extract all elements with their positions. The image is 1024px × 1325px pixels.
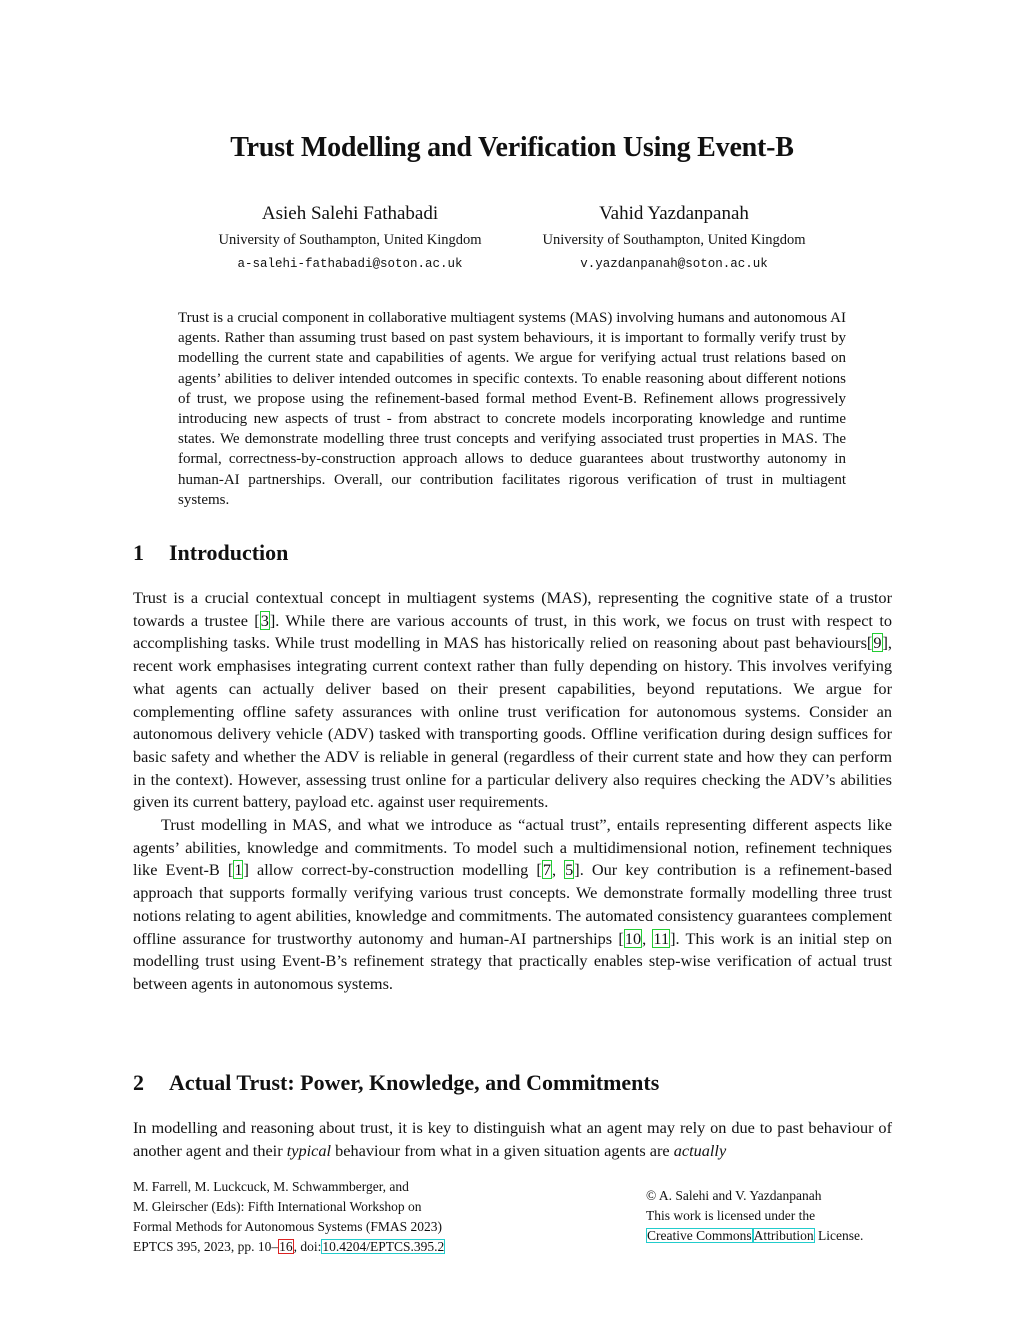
section-1-heading (133, 540, 288, 566)
author-email: a-salehi-fathabadi@soton.ac.uk (237, 257, 463, 271)
section-2-heading (133, 1070, 659, 1096)
license-info (646, 1186, 906, 1246)
text-run: ]. While there are various accounts of trust, in this work, we focus on trust with respect to accomplishing tasks. While trust modelling in MAS has historically relied on reasoning about past behaviours[ (133, 610, 892, 653)
section-2-body (133, 1117, 892, 1162)
text-run: , doi: (293, 1239, 322, 1254)
text-run: , (551, 860, 565, 880)
text-run: behaviour from what in a given situation agents are (331, 1140, 674, 1160)
author-email: v.yazdanpanah@soton.ac.uk (580, 257, 768, 271)
citation-link[interactable]: 9 (873, 633, 882, 653)
footer-line: Formal Methods for Autonomous Systems (FMAS 2023) (133, 1219, 443, 1234)
paragraph (133, 814, 892, 996)
text-run: , (642, 928, 653, 948)
attribution-link[interactable]: Attribution (753, 1228, 814, 1243)
section-title: Introduction (169, 540, 289, 565)
doi-link[interactable]: 10.4204/EPTCS.395.2 (322, 1239, 445, 1254)
section-title: Actual Trust: Power, Knowledge, and Commitments (169, 1070, 660, 1095)
footer-line: M. Farrell, M. Luckcuck, M. Schwammberger, and (133, 1179, 409, 1194)
emphasis: actually (673, 1140, 727, 1160)
text-run: Trust is a crucial contextual concept in multiagent systems (MAS), representing the cognitive state of a trustor towards a trustee [ (133, 588, 892, 630)
license-line (646, 1226, 906, 1246)
text-run: License. (814, 1228, 864, 1243)
text-run: ] allow correct-by-construction modelling [ (243, 860, 542, 880)
footer-line: M. Gleirscher (Eds): Fifth International Workshop on (133, 1199, 422, 1214)
author-block-2 (504, 200, 844, 276)
section-1-body (133, 587, 892, 996)
footer-line (133, 1237, 493, 1257)
page-link[interactable]: 16 (279, 1239, 293, 1254)
section-number: 1 (133, 540, 144, 565)
text-run: ]. Our key contribution is a refinement-based approach that supports formally verifying various trust concepts. We demonstrate formally modelling three trust notions relating to agent abilities, knowledge and commitments. The automated consistency guarantees complement offline assurance for trustworthy autonomy and human-AI partnerships [ (133, 860, 893, 948)
abstract: Trust is a crucial component in collaborative multiagent systems (MAS) involving humans and autonomous AI agents. Rather than assuming trust based on past system behaviours, it is important to formally verify trust by modelling the current state and capabilities of agents. We argue for verifying actual trust relations based on agents’ abilities to deliver intended outcomes in specific contexts. To enable reasoning about different notions of trust, we propose using the refinement-based formal method Event-B. Refinement allows progressively introducing new aspects of trust - from abstract to concrete models incorporating knowledge and runtime states. We demonstrate modelling three trust concepts and verifying associated trust properties in MAS. The formal, correctness-by-construction approach allows to deduce guarantees about trustworthy autonomy in human-AI partnerships. Overall, our contribution facilitates rigorous verification of trust in multiagent systems. (178, 310, 846, 508)
text-run: In modelling and reasoning about trust, it is key to distinguish what an agent may rely on due to past behaviour of another agent and their (133, 1118, 892, 1160)
paragraph (133, 1117, 892, 1162)
citation-link[interactable]: 7 (542, 860, 551, 880)
text-run: Trust modelling in MAS, and what we introduce as “actual trust”, entails representing different aspects like agents’ abilities, knowledge and commitments. To model such a multidimensional notion, refinement techniques like Event-B [ (133, 815, 892, 880)
copyright-line: © A. Salehi and V. Yazdanpanah (646, 1188, 822, 1203)
author-affiliation: University of Southampton, United Kingdom (542, 232, 806, 248)
author-affiliation: University of Southampton, United Kingdom (218, 232, 482, 248)
creative-commons-link[interactable]: Creative Commons (647, 1228, 752, 1243)
author-block-1 (180, 200, 520, 276)
author-name: Asieh Salehi Fathabadi (261, 203, 439, 224)
text-run: ], recent work emphasises integrating current context rather than fully depending on history. This involves verifying what agents can actually deliver based on their present capabilities, beyond reputations. We argue for complementing offline safety assurances with online trust verification for autonomous systems. Consider an autonomous delivery vehicle (ADV) tasked with transporting goods. Offline verification during design suffices for basic safety and whether the ADV is reliable in general (regardless of their current state and how they can perform in the context). However, assessing trust online for a particular delivery also requires checking the ADV’s abilities given its current battery, payload etc. against user requirements. (133, 633, 892, 812)
paper-title: Trust Modelling and Verification Using Event-B (230, 132, 794, 163)
citation-link[interactable]: 11 (653, 928, 670, 948)
citation-link[interactable]: 3 (260, 610, 269, 630)
text-run: ]. This work is an initial step on modelling trust using Event-B’s refinement strategy that practically enables step-wise verification of actual trust between agents in autonomous systems. (133, 928, 893, 993)
paragraph (133, 587, 892, 814)
author-name: Vahid Yazdanpanah (599, 203, 749, 224)
publication-info (133, 1177, 493, 1257)
citation-link[interactable]: 10 (624, 928, 642, 948)
emphasis: typical (286, 1140, 332, 1160)
citation-link[interactable]: 1 (234, 860, 243, 880)
section-number: 2 (133, 1070, 144, 1095)
text-run: EPTCS 395, 2023, pp. 10– (133, 1239, 279, 1254)
citation-link[interactable]: 5 (565, 860, 574, 880)
license-line: This work is licensed under the (646, 1208, 816, 1223)
